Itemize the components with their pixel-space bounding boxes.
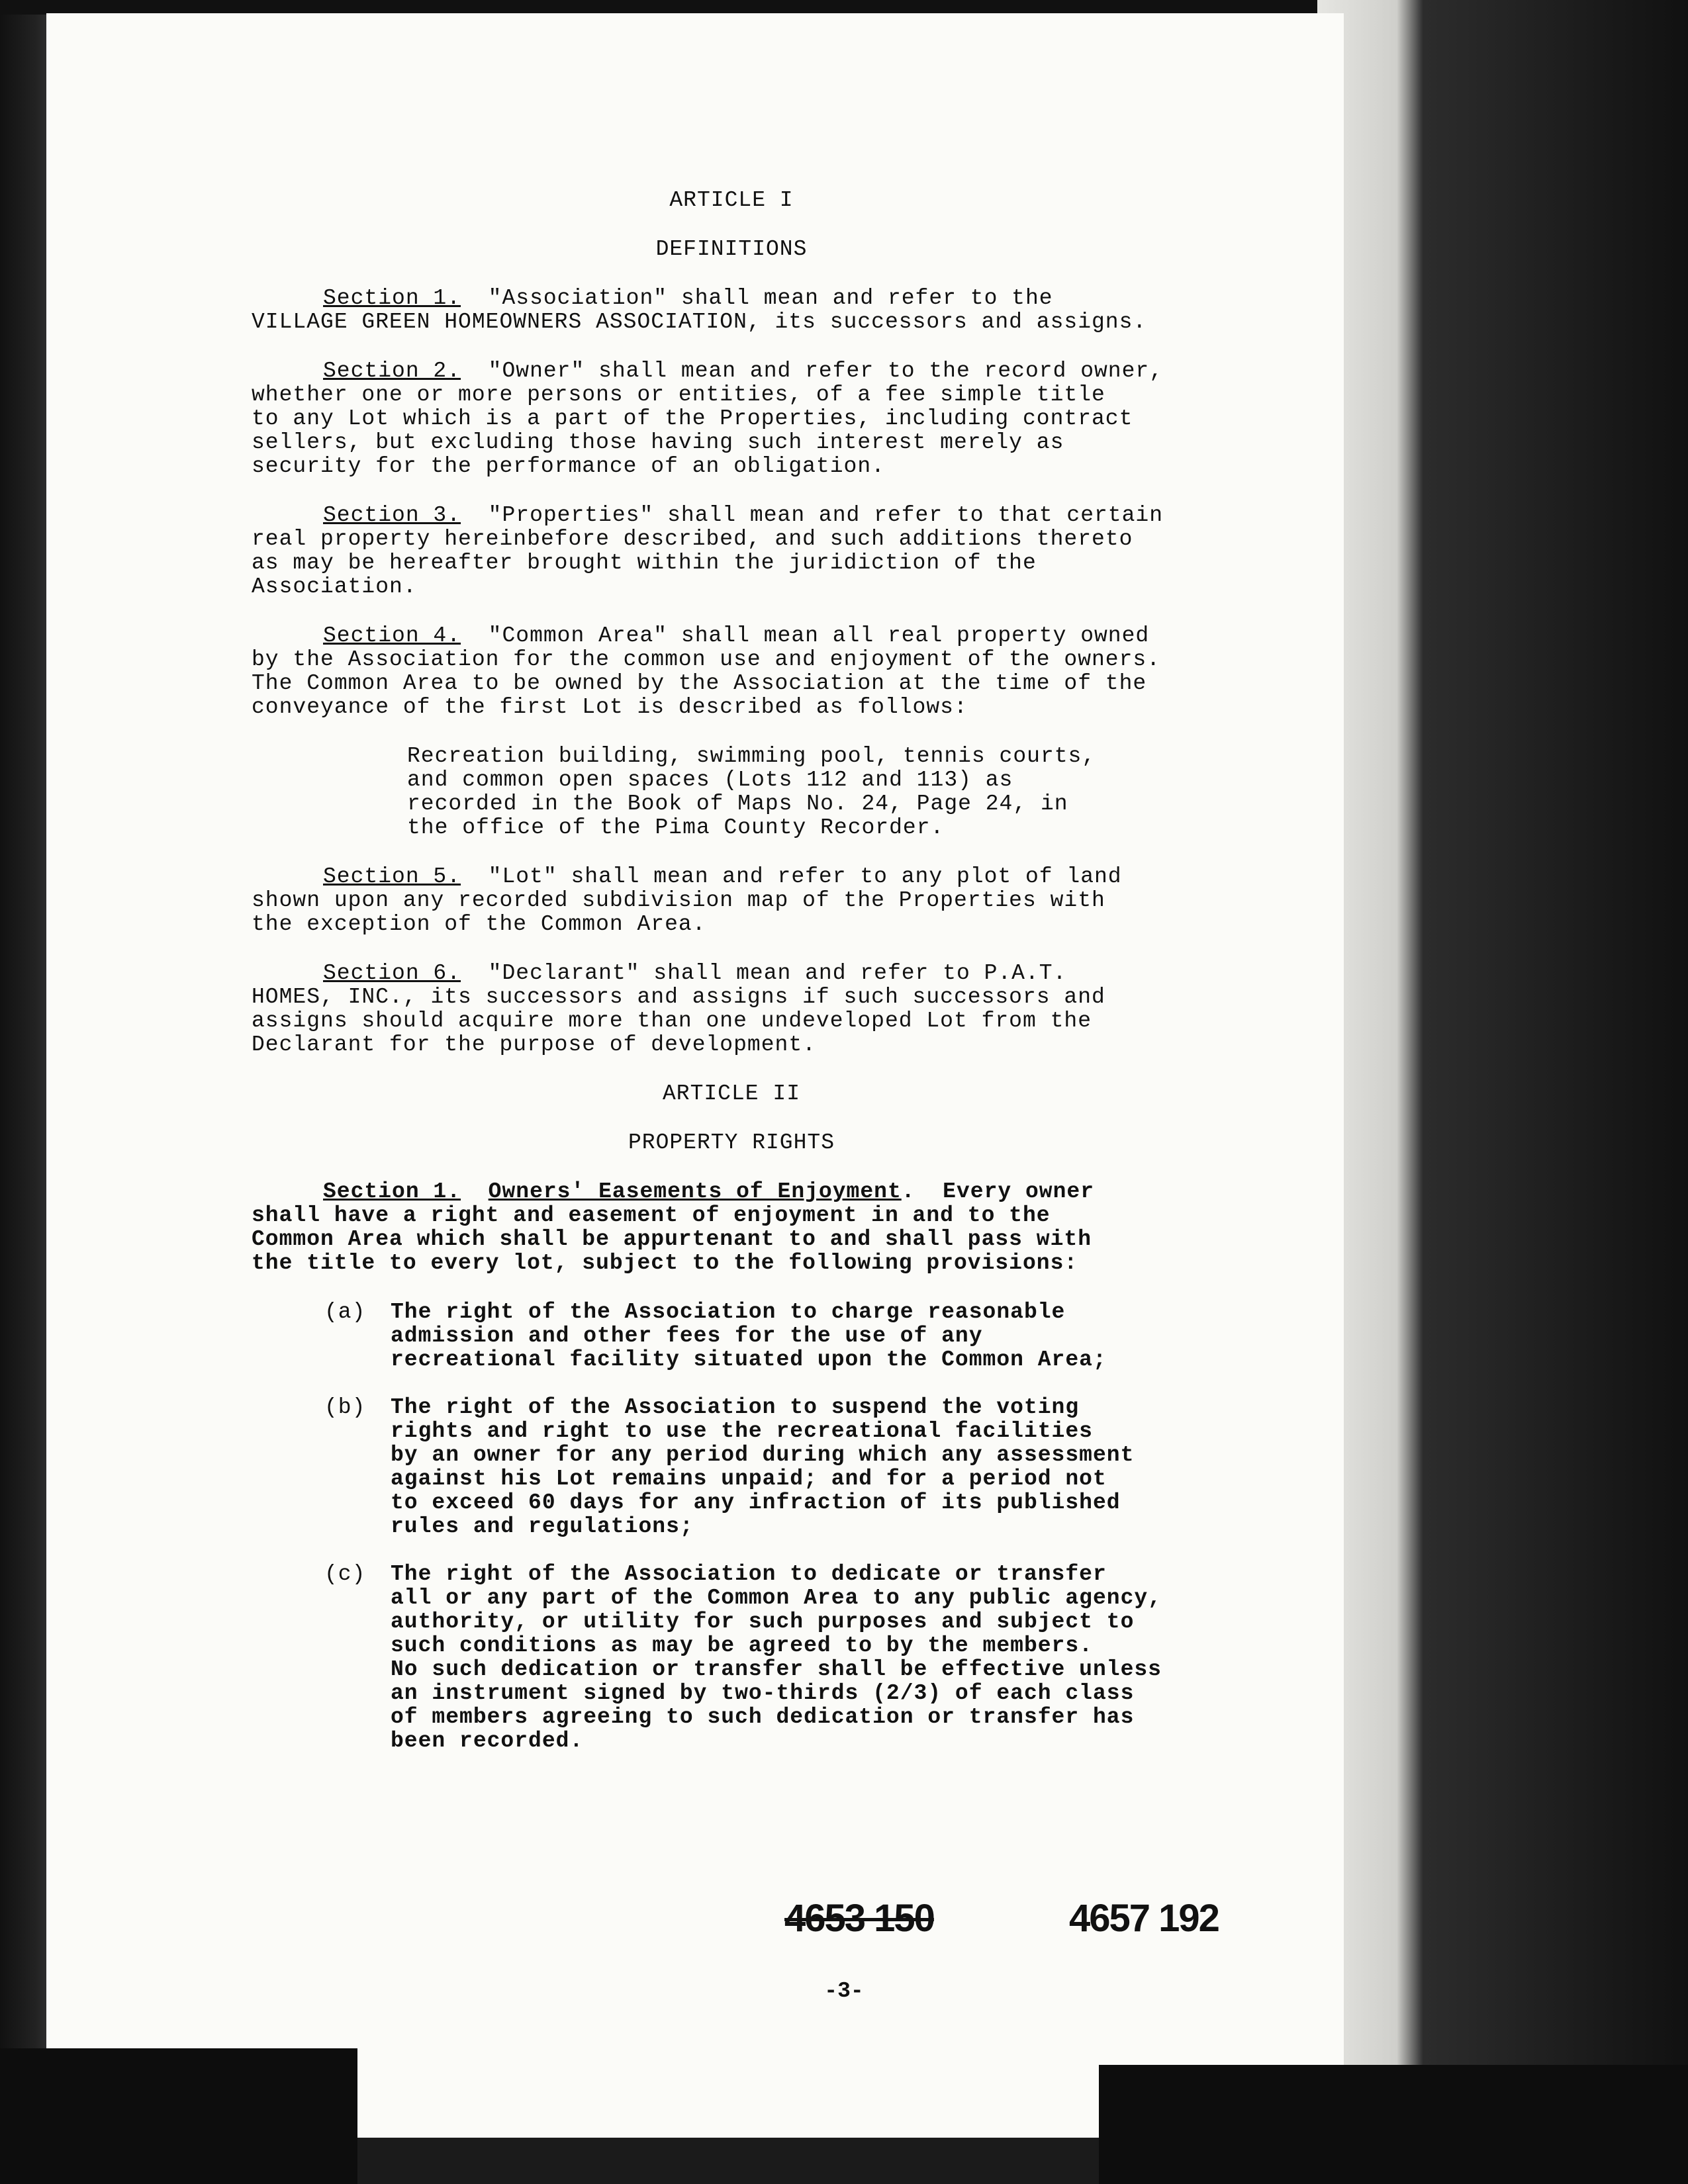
- section-text: "Association" shall mean and refer to the VILLAGE GREEN HOMEOWNERS ASSOCIATION, its successors and assigns.: [252, 286, 1147, 334]
- article-1-section-6: [252, 962, 1211, 1057]
- document-body: [252, 189, 1211, 1777]
- provision-label: (a): [324, 1300, 366, 1324]
- provision-text: The right of the Association to suspend the voting rights and right to use the recreational facilities by an owner for any period during which any assessment against his Lot remains unpaid; and for a period not to exceed 60 days for any infraction of its published rules and regulations;: [391, 1395, 1135, 1539]
- recording-stamps: [784, 1896, 1327, 1949]
- section-text: "Properties" shall mean and refer to that certain real property hereinbefore described, and such additions thereto as may be hereafter brought within the juridiction of the Association.: [252, 503, 1164, 599]
- scan-border-bottom-right: [1099, 2065, 1688, 2184]
- section-label: Section 1.: [323, 1179, 461, 1204]
- common-area-description: Recreation building, swimming pool, tennis courts, and common open spaces (Lots 112 and 113) as recorded in the Book of Maps No. 24, Page 24, in the office of the Pima County Recorder.: [407, 744, 1096, 840]
- provision-c: [324, 1563, 1211, 1753]
- article-1-section-5: [252, 865, 1211, 936]
- article-1-section-1: [252, 287, 1211, 334]
- book-page-stamp-struck: 4653 150: [784, 1897, 934, 1940]
- article-2-subtitle: PROPERTY RIGHTS: [628, 1130, 835, 1155]
- article-1-section-2: [252, 359, 1211, 478]
- article-1-section-4: [252, 624, 1211, 719]
- section-label: Section 2.: [323, 359, 461, 383]
- section-text: "Owner" shall mean and refer to the record owner, whether one or more persons or entities, of a fee simple title to any Lot which is a part of the Properties, including contract sellers, but excluding those having such interest merely as security for the performance of an obligation.: [252, 359, 1164, 478]
- scan-border-right: [1317, 0, 1688, 2184]
- page-number: -3-: [824, 1979, 864, 2003]
- section-text: "Common Area" shall mean all real property owned by the Association for the common use and enjoyment of the owners. The Common Area to be owned by the Association at the time of the conveyance of the first Lot is described as follows:: [252, 623, 1161, 719]
- provision-text: The right of the Association to dedicate or transfer all or any part of the Common Area to any public agency, authority, or utility for such purposes and subject to such conditions as may be agreed to by the members. No such dedication or transfer shall be effective unless an instrument signed by two-thirds (2/3) of each class of members agreeing to such dedication or transfer has been recorded.: [391, 1562, 1162, 1753]
- section-text: "Lot" shall mean and refer to any plot of land shown upon any recorded subdivision map of the Properties with the exception of the Common Area.: [252, 864, 1122, 936]
- provision-label: (c): [324, 1562, 366, 1586]
- section-text: "Declarant" shall mean and refer to P.A.T. HOMES, INC., its successors and assigns if such successors and assigns should acquire more than one undeveloped Lot from the Declarant for the purpose of development.: [252, 961, 1105, 1057]
- article-1-section-3: [252, 504, 1211, 599]
- article-2-section-1: [252, 1180, 1211, 1275]
- section-label: Section 4.: [323, 623, 461, 648]
- section-text: . Every owner shall have a right and easement of enjoyment in and to the Common Area which shall be appurtenant to and shall pass with the title to every lot, subject to the following provisions:: [252, 1179, 1095, 1275]
- section-label: Section 1.: [323, 286, 461, 310]
- provision-label: (b): [324, 1395, 366, 1420]
- article-1-subtitle: DEFINITIONS: [655, 237, 808, 261]
- provision-b: [324, 1396, 1211, 1539]
- section-label: Section 6.: [323, 961, 461, 985]
- article-2-title: ARTICLE II: [662, 1081, 801, 1106]
- section-label: Section 5.: [323, 864, 461, 889]
- section-label: Section 3.: [323, 503, 461, 527]
- article-1-title: ARTICLE I: [669, 188, 794, 212]
- provision-text: The right of the Association to charge reasonable admission and other fees for the use of any recreational facility situated upon the Common Area;: [391, 1300, 1107, 1372]
- section-heading: Owners' Easements of Enjoyment: [488, 1179, 902, 1204]
- book-page-stamp: 4657 192: [1069, 1897, 1219, 1940]
- provision-a: [324, 1300, 1211, 1372]
- scan-border-bottom-left: [0, 2048, 357, 2184]
